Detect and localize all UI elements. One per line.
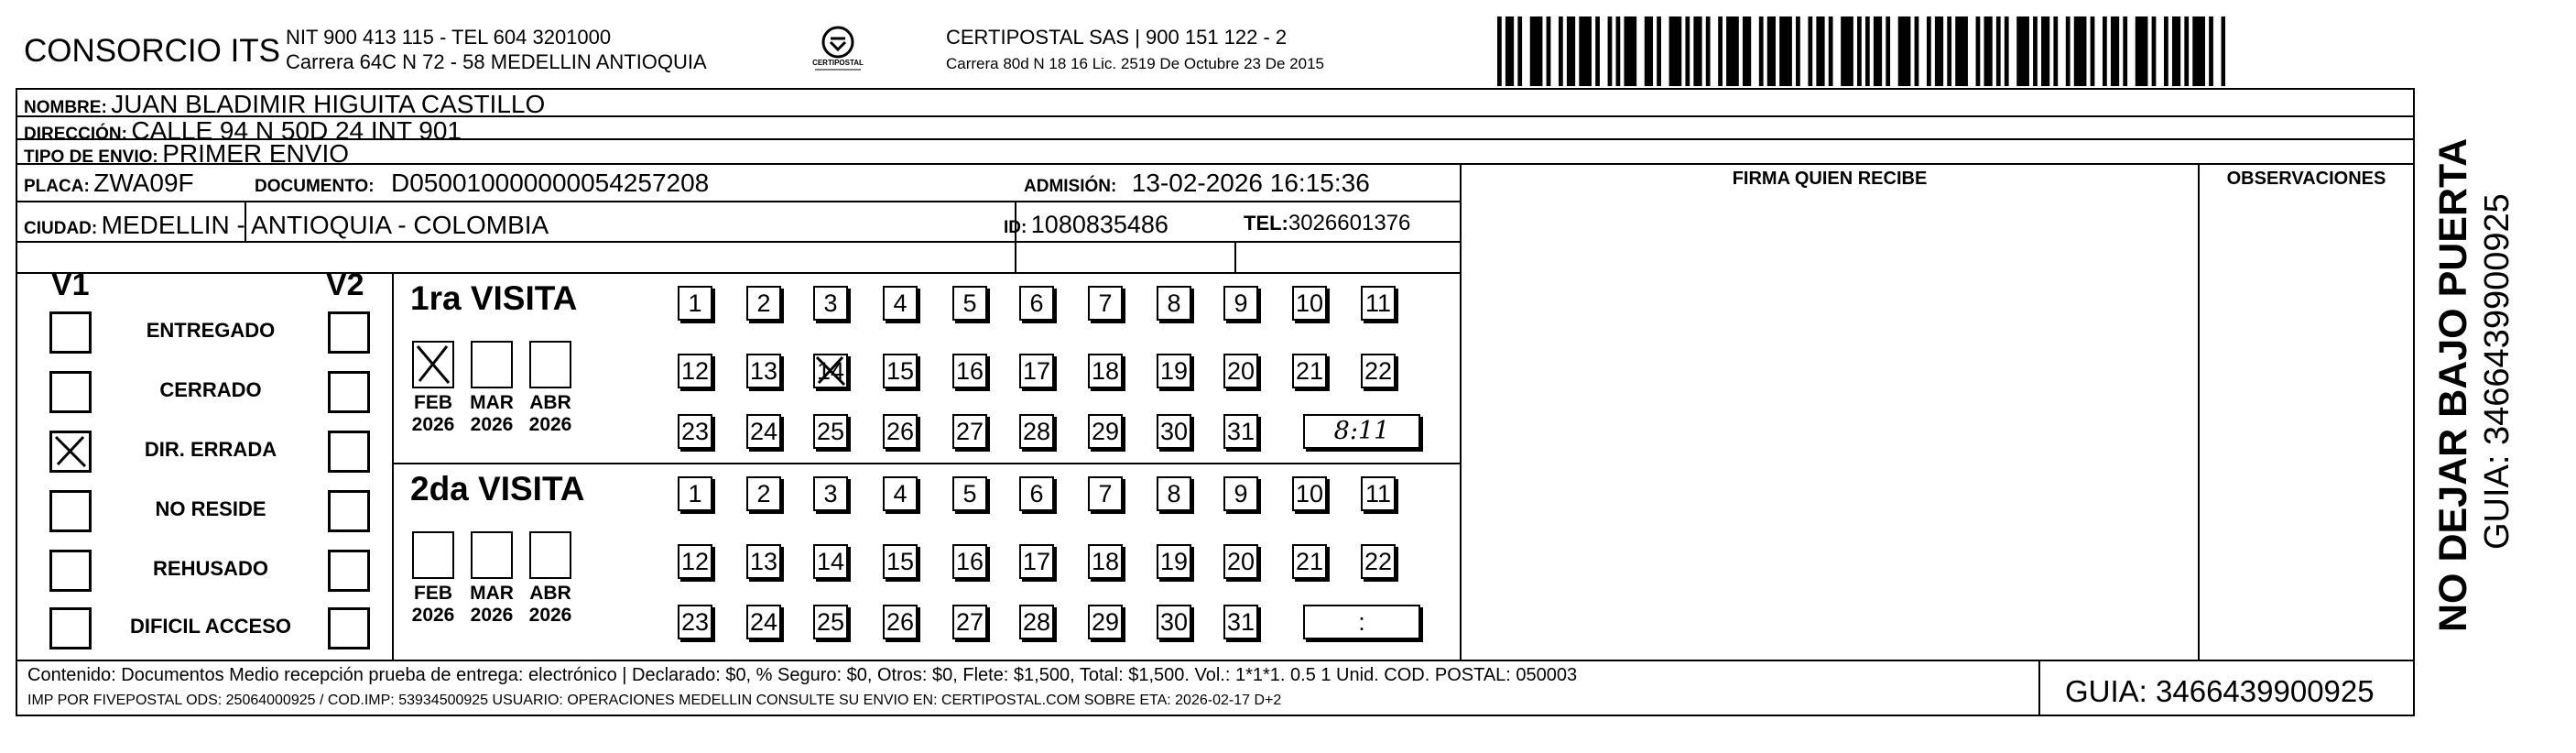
day-box[interactable]: 23 — [678, 414, 712, 449]
checked-x-mark — [414, 343, 452, 387]
v2-checkbox[interactable] — [328, 311, 370, 354]
month-label — [406, 583, 461, 627]
day-box[interactable]: 12 — [678, 544, 712, 579]
barcode-bar — [1718, 16, 1723, 86]
company-name: CONSORCIO ITS — [24, 33, 281, 69]
barcode-bar — [1579, 16, 1583, 86]
day-box[interactable]: 10 — [1292, 286, 1327, 321]
day-box[interactable]: 27 — [952, 605, 987, 639]
observaciones-header: OBSERVACIONES — [2226, 169, 2386, 189]
barcode-bar — [1734, 16, 1739, 86]
day-box[interactable]: 12 — [678, 354, 712, 388]
month-name: FEB — [414, 583, 452, 604]
day-box[interactable]: 6 — [1019, 286, 1054, 321]
barcode-bar — [1567, 16, 1571, 86]
month-year: 2026 — [528, 414, 572, 435]
company-address: Carrera 64C N 72 - 58 MEDELLIN ANTIOQUIA — [286, 50, 707, 73]
id-value: 1080835486 — [1030, 211, 1168, 238]
month-year: 2026 — [528, 605, 572, 626]
status-label: CERRADO — [159, 378, 262, 401]
barcode-bar — [2066, 16, 2071, 86]
id-label: ID: — [1004, 218, 1027, 237]
barcode-bar — [1517, 16, 1522, 86]
month-name: MAR — [470, 583, 514, 604]
day-box[interactable]: 16 — [952, 544, 987, 579]
barcode-bar — [1955, 16, 1960, 86]
tipo-envio-value: PRIMER ENVIO — [162, 139, 350, 168]
visit-2-title: 2da VISITA — [410, 470, 585, 507]
barcode-bar — [2016, 16, 2021, 86]
checked-x-mark — [52, 433, 89, 470]
barcode-bar — [1726, 16, 1731, 86]
v1-checkbox[interactable] — [49, 371, 92, 413]
footer-guia: GUIA: 3466439900925 — [2065, 674, 2375, 708]
documento-label: DOCUMENTO: — [255, 177, 375, 196]
month-year: 2026 — [411, 414, 455, 435]
month-label — [523, 392, 578, 436]
barcode-bar — [1698, 16, 1702, 86]
day-box[interactable]: 13 — [746, 354, 781, 388]
day-box[interactable]: 8 — [1157, 476, 1191, 511]
barcode-bar — [1960, 16, 1964, 86]
barcode-bar — [2152, 16, 2157, 86]
day-box[interactable]: 24 — [746, 414, 781, 449]
day-box[interactable]: 9 — [1223, 476, 1258, 511]
barcode-bar — [1669, 16, 1674, 86]
v2-checkbox[interactable] — [328, 490, 370, 532]
day-box[interactable]: 6 — [1019, 476, 1054, 511]
barcode-bar — [2123, 16, 2127, 86]
day-box[interactable]: 1 — [678, 476, 712, 511]
day-box[interactable]: 22 — [1361, 354, 1396, 388]
day-box[interactable]: 4 — [883, 286, 918, 321]
day-box[interactable]: 30 — [1157, 605, 1191, 639]
barcode-bar — [2103, 16, 2107, 86]
nombre-value: JUAN BLADIMIR HIGUITA CASTILLO — [111, 90, 546, 118]
barcode-bar — [2091, 16, 2095, 86]
barcode-bar — [2045, 16, 2049, 86]
barcode-bar — [1645, 16, 1649, 86]
barcode-bar — [2041, 16, 2046, 86]
barcode-bar — [1984, 16, 1988, 86]
barcode-bar — [1673, 16, 1678, 86]
handwritten-x-mark — [813, 354, 848, 388]
barcode-bar — [1779, 16, 1784, 86]
admision-value: 13-02-2026 16:15:36 — [1131, 169, 1370, 197]
barcode-bar — [1877, 16, 1882, 86]
no-dejar-bajo-puerta: NO DEJAR BAJO PUERTA — [2431, 137, 2475, 632]
month-year: 2026 — [411, 605, 455, 626]
barcode-bar — [1731, 16, 1735, 86]
direccion-label: DIRECCIÓN: — [24, 125, 127, 144]
month-checkbox[interactable] — [529, 341, 571, 388]
barcode-bar — [2111, 16, 2115, 86]
tipo-envio-label: TIPO DE ENVIO: — [24, 147, 158, 167]
status-label: DIR. ERRADA — [144, 438, 277, 461]
status-label: ENTREGADO — [146, 319, 276, 342]
day-box[interactable]: 28 — [1019, 414, 1054, 449]
barcode-bar — [1759, 16, 1764, 86]
day-box[interactable]: 10 — [1292, 476, 1327, 511]
barcode-bar — [2184, 16, 2189, 86]
barcode-bar — [1534, 16, 1538, 86]
day-box[interactable]: 18 — [1088, 354, 1123, 388]
barcode-bar — [2136, 16, 2140, 86]
tel-label: TEL: — [1244, 212, 1288, 235]
day-box[interactable]: 17 — [1019, 544, 1054, 579]
barcode-bar — [1547, 16, 1551, 86]
barcode-bar — [2078, 16, 2082, 86]
barcode-bar — [1898, 16, 1903, 86]
barcode-bar — [1947, 16, 1951, 86]
day-box[interactable]: 5 — [952, 476, 987, 511]
day-box[interactable]: 24 — [746, 605, 781, 639]
day-box[interactable]: 31 — [1223, 414, 1258, 449]
placa-value: ZWA09F — [93, 169, 194, 197]
month-label — [464, 392, 519, 436]
visit-1-title: 1ra VISITA — [410, 279, 578, 317]
time-box[interactable]: 8:11 — [1303, 414, 1420, 449]
day-box[interactable]: 11 — [1361, 476, 1396, 511]
v1-checkbox[interactable] — [49, 607, 92, 649]
day-box[interactable]: 15 — [883, 354, 918, 388]
v2-checkbox[interactable] — [328, 550, 370, 592]
day-box[interactable]: 8 — [1157, 286, 1191, 321]
barcode-bar — [1796, 16, 1800, 86]
direccion-value: CALLE 94 N 50D 24 INT 901 — [131, 116, 462, 145]
tel-value: 3026601376 — [1288, 211, 1411, 235]
barcode-bar — [1587, 16, 1592, 86]
month-label — [464, 583, 519, 627]
day-box[interactable]: 23 — [678, 605, 712, 639]
month-checkbox[interactable] — [471, 341, 513, 388]
day-box[interactable]: 3 — [813, 476, 848, 511]
day-box[interactable]: 1 — [678, 286, 712, 321]
barcode-bar — [2209, 16, 2213, 86]
day-box[interactable]: 17 — [1019, 354, 1054, 388]
barcode-bar — [2005, 16, 2009, 86]
day-box[interactable]: 14 — [813, 354, 848, 388]
day-box[interactable]: 20 — [1223, 544, 1258, 579]
day-box[interactable]: 22 — [1361, 544, 1396, 579]
barcode-bar — [2164, 16, 2168, 86]
barcode-bar — [1608, 16, 1613, 86]
barcode-bar — [1746, 16, 1751, 86]
barcode-bar — [1915, 16, 1919, 86]
barcode-bar — [2197, 16, 2201, 86]
day-box[interactable]: 21 — [1292, 354, 1327, 388]
ciudad-value: MEDELLIN - ANTIOQUIA - COLOMBIA — [101, 211, 549, 239]
day-box[interactable]: 19 — [1157, 544, 1191, 579]
barcode-bar — [1505, 16, 1510, 86]
barcode-bar — [1559, 16, 1563, 86]
barcode-bar — [1939, 16, 1943, 86]
barcode-bar — [1616, 16, 1621, 86]
barcode-bar — [1538, 16, 1543, 86]
day-box[interactable]: 11 — [1361, 286, 1396, 321]
barcode-bar — [1857, 16, 1862, 86]
v2-checkbox[interactable] — [328, 371, 370, 413]
month-label — [523, 583, 578, 627]
barcode-bar — [2053, 16, 2058, 86]
barcode-bar — [2033, 16, 2038, 86]
day-box[interactable]: 9 — [1223, 286, 1258, 321]
ciudad-label: CIUDAD: — [24, 219, 98, 238]
day-box[interactable]: 5 — [952, 286, 987, 321]
barcode-bar — [1497, 16, 1502, 86]
barcode-bar — [1841, 16, 1845, 86]
day-box[interactable]: 26 — [883, 605, 918, 639]
barcode-bar — [1816, 16, 1821, 86]
barcode-bar — [2201, 16, 2205, 86]
month-checkbox[interactable] — [412, 531, 454, 579]
v1-checkbox[interactable] — [49, 431, 92, 473]
barcode-bar — [1788, 16, 1792, 86]
day-box[interactable]: 21 — [1292, 544, 1327, 579]
admision-label: ADMISIÓN: — [1024, 177, 1117, 196]
barcode-bar — [1571, 16, 1575, 86]
day-box[interactable]: 13 — [746, 544, 781, 579]
barcode-bar — [1743, 16, 1747, 86]
day-box[interactable]: 29 — [1088, 605, 1123, 639]
id-field — [1004, 211, 1168, 239]
barcode-bar — [1784, 16, 1788, 86]
day-box[interactable]: 18 — [1088, 544, 1123, 579]
barcode-bar — [1632, 16, 1636, 86]
day-box[interactable]: 27 — [952, 414, 987, 449]
month-checkbox[interactable] — [529, 531, 571, 579]
barcode-bar — [1685, 16, 1690, 86]
month-name: MAR — [470, 392, 514, 413]
barcode-bar — [1509, 16, 1514, 86]
barcode-bar — [1583, 16, 1588, 86]
month-checkbox[interactable] — [471, 531, 513, 579]
v1-checkbox[interactable] — [49, 550, 92, 592]
barcode-bar — [1771, 16, 1776, 86]
documento-value: D050010000000054257208 — [391, 169, 710, 197]
status-label: REHUSADO — [153, 557, 268, 580]
barcode-bar — [2021, 16, 2026, 86]
time-box[interactable]: : — [1303, 605, 1420, 639]
barcode-bar — [1624, 16, 1628, 86]
tipo-envio-row — [24, 139, 349, 169]
month-name: FEB — [414, 392, 452, 413]
day-box[interactable]: 25 — [813, 414, 848, 449]
v1-checkbox[interactable] — [49, 490, 92, 532]
day-box[interactable]: 26 — [883, 414, 918, 449]
barcode — [1497, 16, 2225, 86]
day-box[interactable]: 2 — [746, 476, 781, 511]
license-line: Carrera 80d N 18 16 Lic. 2519 De Octubre 23 De 2015 — [946, 55, 1324, 72]
barcode-bar — [1767, 16, 1772, 86]
barcode-bar — [1865, 16, 1870, 86]
company-nit: NIT 900 413 115 - TEL 604 3201000 — [286, 26, 612, 49]
placa-field — [24, 169, 194, 198]
barcode-bar — [1845, 16, 1850, 86]
barcode-bar — [1935, 16, 1940, 86]
barcode-bar — [1829, 16, 1833, 86]
status-label: NO RESIDE — [155, 497, 266, 520]
day-box[interactable]: 30 — [1157, 414, 1191, 449]
barcode-bar — [1907, 16, 1911, 86]
barcode-bar — [1996, 16, 2001, 86]
barcode-bar — [1927, 16, 1931, 86]
barcode-bar — [1595, 16, 1600, 86]
day-box[interactable]: 4 — [883, 476, 918, 511]
barcode-bar — [1976, 16, 1981, 86]
month-name: ABR — [529, 392, 571, 413]
day-box[interactable]: 15 — [883, 544, 918, 579]
footer-contenido: Contenido: Documentos Medio recepción prueba de entrega: electrónico | Declarado: $0, % Seguro: $0, Otros: $0, Flete: $1,500, Total: $1,500. Vol.: 1*1*1. 0.5 1 Unid. COD. POSTAL: 050003 — [27, 665, 1578, 685]
documento-field — [255, 169, 709, 198]
barcode-bar — [1821, 16, 1825, 86]
barcode-bar — [1693, 16, 1698, 86]
barcode-bar — [2082, 16, 2087, 86]
day-box[interactable]: 7 — [1088, 286, 1123, 321]
day-box[interactable]: 28 — [1019, 605, 1054, 639]
nombre-row — [24, 90, 545, 119]
nombre-label: NOMBRE: — [24, 98, 107, 117]
day-cross-mark — [813, 354, 848, 388]
barcode-bar — [1808, 16, 1812, 86]
barcode-bar — [2172, 16, 2177, 86]
barcode-bar — [1628, 16, 1633, 86]
month-checkbox[interactable] — [412, 341, 454, 388]
day-box[interactable]: 29 — [1088, 414, 1123, 449]
side-guia: GUIA: 3466439900925 — [2478, 193, 2516, 550]
month-year: 2026 — [470, 605, 514, 626]
month-year: 2026 — [470, 414, 514, 435]
barcode-bar — [2074, 16, 2079, 86]
day-box[interactable]: 20 — [1223, 354, 1258, 388]
v2-checkbox[interactable] — [328, 431, 370, 473]
barcode-bar — [1963, 16, 1968, 86]
day-box[interactable]: 7 — [1088, 476, 1123, 511]
v2-checkbox[interactable] — [328, 607, 370, 649]
barcode-bar — [2025, 16, 2029, 86]
day-box[interactable]: 25 — [813, 605, 848, 639]
logo-text: CERTIPOSTAL — [812, 59, 864, 67]
ciudad-field — [24, 211, 549, 240]
tel-field — [1244, 211, 1410, 236]
v1-checkbox[interactable] — [49, 311, 92, 354]
barcode-bar — [2192, 16, 2197, 86]
barcode-bar — [1678, 16, 1682, 86]
barcode-bar — [2139, 16, 2144, 86]
firma-header: FIRMA QUIEN RECIBE — [1732, 169, 1928, 189]
barcode-bar — [1849, 16, 1853, 86]
day-box[interactable]: 16 — [952, 354, 987, 388]
barcode-bar — [1657, 16, 1661, 86]
v1-label: V1 — [51, 267, 90, 302]
admision-field — [1024, 169, 1370, 198]
footer-impresion: IMP POR FIVEPOSTAL ODS: 25064000925 / COD.IMP: 53934500925 USUARIO: OPERACIONES MEDELLIN CONSULTE SU ENVIO EN: CERTIPOSTAL.COM SOBRE ETA: 2026-02-17 D+2 — [27, 693, 1282, 708]
month-name: ABR — [529, 583, 571, 604]
day-box[interactable]: 19 — [1157, 354, 1191, 388]
month-label — [406, 392, 461, 436]
barcode-bar — [1648, 16, 1653, 86]
day-box[interactable]: 14 — [813, 544, 848, 579]
v2-label: V2 — [326, 267, 364, 302]
certipostal-logo-icon — [806, 22, 870, 77]
barcode-bar — [2114, 16, 2119, 86]
barcode-bar — [2144, 16, 2148, 86]
barcode-bar — [2222, 16, 2225, 86]
day-box[interactable]: 31 — [1223, 605, 1258, 639]
courier-line: CERTIPOSTAL SAS | 900 151 122 - 2 — [946, 26, 1288, 49]
barcode-bar — [1874, 16, 1878, 86]
barcode-bar — [1530, 16, 1535, 86]
barcode-bar — [1886, 16, 1890, 86]
placa-label: PLACA: — [24, 177, 90, 196]
barcode-bar — [1988, 16, 1993, 86]
status-label: DIFICIL ACCESO — [129, 615, 291, 638]
day-box[interactable]: 3 — [813, 286, 848, 321]
barcode-bar — [1902, 16, 1907, 86]
barcode-bar — [2176, 16, 2180, 86]
barcode-bar — [1706, 16, 1711, 86]
day-box[interactable]: 2 — [746, 286, 781, 321]
